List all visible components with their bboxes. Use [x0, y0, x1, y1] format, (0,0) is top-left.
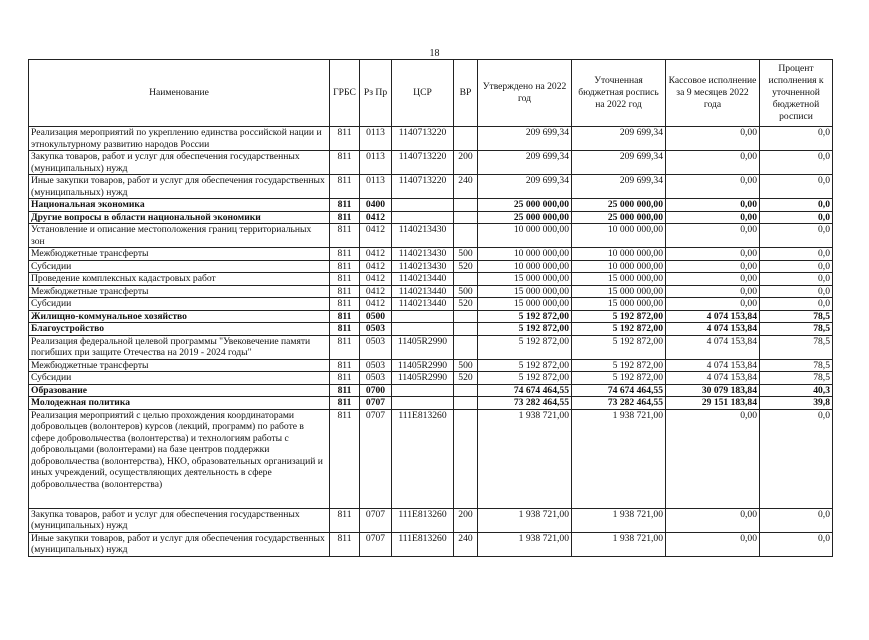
column-header-cash: Кассовое исполнение за 9 месяцев 2022 года — [666, 60, 760, 127]
cell-rzpr: 0412 — [360, 260, 392, 273]
cell-vr — [454, 199, 478, 212]
cell-percent: 78,5 — [760, 359, 833, 372]
cell-rzpr: 0503 — [360, 335, 392, 359]
cell-rzpr: 0707 — [360, 508, 392, 532]
cell-percent: 0,0 — [760, 224, 833, 248]
cell-percent: 0,0 — [760, 273, 833, 286]
cell-grbs: 811 — [330, 384, 360, 397]
cell-csr: 1140213440 — [392, 298, 454, 311]
table-row — [29, 310, 833, 323]
cell-percent: 0,0 — [760, 285, 833, 298]
cell-csr: 1140213430 — [392, 248, 454, 261]
cell-grbs: 811 — [330, 175, 360, 199]
cell-percent: 40,3 — [760, 384, 833, 397]
cell-cash: 0,00 — [666, 211, 760, 224]
cell-vr — [454, 323, 478, 336]
cell-vr — [454, 273, 478, 286]
cell-cash: 0,00 — [666, 175, 760, 199]
table-row — [29, 175, 833, 199]
cell-rzpr: 0503 — [360, 323, 392, 336]
cell-grbs: 811 — [330, 310, 360, 323]
column-header-percent: Процент исполнения к уточненной бюджетной росписи — [760, 60, 833, 127]
cell-name: Субсидии — [29, 260, 330, 273]
cell-percent: 0,0 — [760, 211, 833, 224]
cell-rzpr: 0503 — [360, 372, 392, 385]
table-row — [29, 359, 833, 372]
column-header-name: Наименование — [29, 60, 330, 127]
cell-csr — [392, 384, 454, 397]
cell-cash: 0,00 — [666, 508, 760, 532]
cell-name: Молодежная политика — [29, 397, 330, 410]
cell-rzpr: 0707 — [360, 409, 392, 508]
cell-csr: 1140713220 — [392, 151, 454, 175]
table-row — [29, 532, 833, 556]
cell-percent: 78,5 — [760, 323, 833, 336]
cell-csr: 111E813260 — [392, 508, 454, 532]
cell-csr — [392, 397, 454, 410]
cell-vr — [454, 127, 478, 151]
cell-csr: 1140213430 — [392, 224, 454, 248]
cell-cash: 0,00 — [666, 199, 760, 212]
cell-name: Другие вопросы в области национальной экономики — [29, 211, 330, 224]
cell-approved: 1 938 721,00 — [478, 532, 572, 556]
cell-approved: 25 000 000,00 — [478, 199, 572, 212]
cell-refined: 5 192 872,00 — [572, 335, 666, 359]
cell-cash: 4 074 153,84 — [666, 310, 760, 323]
table-row — [29, 260, 833, 273]
cell-rzpr: 0113 — [360, 151, 392, 175]
cell-vr — [454, 310, 478, 323]
cell-percent: 0,0 — [760, 151, 833, 175]
cell-rzpr: 0503 — [360, 359, 392, 372]
cell-rzpr: 0113 — [360, 175, 392, 199]
cell-cash: 0,00 — [666, 248, 760, 261]
cell-vr: 520 — [454, 260, 478, 273]
cell-cash: 4 074 153,84 — [666, 323, 760, 336]
budget-table — [28, 59, 833, 557]
cell-refined: 1 938 721,00 — [572, 532, 666, 556]
table-row — [29, 248, 833, 261]
column-header-grbs: ГРБС — [330, 60, 360, 127]
cell-name: Закупка товаров, работ и услуг для обеспечения государственных (муниципальных) нужд — [29, 151, 330, 175]
cell-percent: 78,5 — [760, 310, 833, 323]
column-header-vr: ВР — [454, 60, 478, 127]
cell-name: Иные закупки товаров, работ и услуг для обеспечения государственных (муниципальных) нужд — [29, 532, 330, 556]
cell-approved: 1 938 721,00 — [478, 508, 572, 532]
cell-approved: 10 000 000,00 — [478, 224, 572, 248]
cell-grbs: 811 — [330, 532, 360, 556]
cell-csr — [392, 323, 454, 336]
cell-name: Субсидии — [29, 372, 330, 385]
cell-csr: 11405R2990 — [392, 335, 454, 359]
cell-refined: 10 000 000,00 — [572, 260, 666, 273]
table-body — [29, 127, 833, 557]
cell-csr: 1140713220 — [392, 175, 454, 199]
cell-vr: 500 — [454, 248, 478, 261]
cell-refined: 209 699,34 — [572, 175, 666, 199]
cell-cash: 4 074 153,84 — [666, 335, 760, 359]
cell-percent: 0,0 — [760, 127, 833, 151]
cell-approved: 209 699,34 — [478, 151, 572, 175]
table-row — [29, 285, 833, 298]
cell-cash: 30 079 183,84 — [666, 384, 760, 397]
cell-csr — [392, 199, 454, 212]
cell-csr: 11405R2990 — [392, 372, 454, 385]
cell-csr — [392, 310, 454, 323]
cell-grbs: 811 — [330, 409, 360, 508]
cell-cash: 0,00 — [666, 285, 760, 298]
cell-approved: 5 192 872,00 — [478, 372, 572, 385]
cell-percent: 0,0 — [760, 199, 833, 212]
table-row — [29, 211, 833, 224]
cell-approved: 5 192 872,00 — [478, 310, 572, 323]
cell-approved: 5 192 872,00 — [478, 359, 572, 372]
cell-name: Межбюджетные трансферты — [29, 285, 330, 298]
table-row — [29, 151, 833, 175]
cell-rzpr: 0412 — [360, 224, 392, 248]
cell-csr: 1140213440 — [392, 273, 454, 286]
cell-rzpr: 0707 — [360, 532, 392, 556]
cell-vr: 240 — [454, 532, 478, 556]
cell-grbs: 811 — [330, 397, 360, 410]
cell-rzpr: 0700 — [360, 384, 392, 397]
cell-cash: 0,00 — [666, 298, 760, 311]
cell-vr: 500 — [454, 285, 478, 298]
cell-grbs: 811 — [330, 224, 360, 248]
cell-cash: 0,00 — [666, 260, 760, 273]
table-row — [29, 273, 833, 286]
cell-name: Закупка товаров, работ и услуг для обеспечения государственных (муниципальных) нужд — [29, 508, 330, 532]
column-header-refined: Уточненная бюджетная роспись на 2022 год — [572, 60, 666, 127]
cell-percent: 0,0 — [760, 260, 833, 273]
table-header-row — [29, 60, 833, 127]
cell-csr: 111E813260 — [392, 409, 454, 508]
cell-vr — [454, 409, 478, 508]
cell-name: Образование — [29, 384, 330, 397]
cell-name: Жилищно-коммунальное хозяйство — [29, 310, 330, 323]
table-row — [29, 127, 833, 151]
cell-percent: 0,0 — [760, 175, 833, 199]
cell-approved: 5 192 872,00 — [478, 323, 572, 336]
cell-grbs: 811 — [330, 372, 360, 385]
cell-refined: 25 000 000,00 — [572, 211, 666, 224]
cell-rzpr: 0400 — [360, 199, 392, 212]
cell-percent: 78,5 — [760, 372, 833, 385]
cell-refined: 74 674 464,55 — [572, 384, 666, 397]
cell-rzpr: 0500 — [360, 310, 392, 323]
cell-vr: 200 — [454, 508, 478, 532]
cell-grbs: 811 — [330, 260, 360, 273]
cell-vr — [454, 335, 478, 359]
cell-name: Субсидии — [29, 298, 330, 311]
cell-grbs: 811 — [330, 335, 360, 359]
table-row — [29, 409, 833, 508]
cell-rzpr: 0412 — [360, 298, 392, 311]
cell-csr: 1140213430 — [392, 260, 454, 273]
cell-grbs: 811 — [330, 273, 360, 286]
cell-vr: 240 — [454, 175, 478, 199]
cell-approved: 73 282 464,55 — [478, 397, 572, 410]
table-row — [29, 508, 833, 532]
cell-refined: 1 938 721,00 — [572, 508, 666, 532]
cell-cash: 4 074 153,84 — [666, 359, 760, 372]
cell-vr — [454, 384, 478, 397]
cell-grbs: 811 — [330, 298, 360, 311]
cell-percent: 78,5 — [760, 335, 833, 359]
cell-approved: 10 000 000,00 — [478, 248, 572, 261]
cell-csr: 1140713220 — [392, 127, 454, 151]
table-row — [29, 397, 833, 410]
cell-rzpr: 0707 — [360, 397, 392, 410]
column-header-approved: Утверждено на 2022 год — [478, 60, 572, 127]
column-header-csr: ЦСР — [392, 60, 454, 127]
cell-percent: 0,0 — [760, 532, 833, 556]
table-row — [29, 323, 833, 336]
cell-refined: 73 282 464,55 — [572, 397, 666, 410]
table-row — [29, 298, 833, 311]
cell-vr: 200 — [454, 151, 478, 175]
cell-grbs: 811 — [330, 248, 360, 261]
cell-name: Реализация мероприятий по укреплению единства российской нации и этнокультурному развитию народов России — [29, 127, 330, 151]
cell-name: Иные закупки товаров, работ и услуг для обеспечения государственных (муниципальных) нужд — [29, 175, 330, 199]
cell-approved: 25 000 000,00 — [478, 211, 572, 224]
cell-refined: 5 192 872,00 — [572, 323, 666, 336]
cell-grbs: 811 — [330, 151, 360, 175]
cell-percent: 39,8 — [760, 397, 833, 410]
cell-refined: 1 938 721,00 — [572, 409, 666, 508]
cell-grbs: 811 — [330, 285, 360, 298]
cell-cash: 0,00 — [666, 127, 760, 151]
table-row — [29, 199, 833, 212]
cell-grbs: 811 — [330, 508, 360, 532]
table-row — [29, 335, 833, 359]
cell-refined: 209 699,34 — [572, 127, 666, 151]
cell-rzpr: 0412 — [360, 248, 392, 261]
table-row — [29, 384, 833, 397]
cell-name: Межбюджетные трансферты — [29, 248, 330, 261]
cell-refined: 15 000 000,00 — [572, 273, 666, 286]
table-row — [29, 224, 833, 248]
cell-name: Установление и описание местоположения границ территориальных зон — [29, 224, 330, 248]
cell-approved: 209 699,34 — [478, 127, 572, 151]
cell-cash: 0,00 — [666, 273, 760, 286]
cell-refined: 5 192 872,00 — [572, 359, 666, 372]
cell-grbs: 811 — [330, 127, 360, 151]
column-header-rzpr: Рз Пр — [360, 60, 392, 127]
cell-rzpr: 0412 — [360, 211, 392, 224]
cell-rzpr: 0412 — [360, 273, 392, 286]
cell-percent: 0,0 — [760, 409, 833, 508]
cell-approved: 15 000 000,00 — [478, 285, 572, 298]
cell-approved: 74 674 464,55 — [478, 384, 572, 397]
cell-name: Благоустройство — [29, 323, 330, 336]
cell-name: Реализация мероприятий с целью прохождения координаторами добровольцев (волонтеров) курсов (лекций, программ) по работе в сфере добровольчества (волонтерства) и технологиям работы с добровольцами (волонтерами) на базе центров поддержки добровольчества (волонтерства), НКО, образовательных организаций и иных учреждений, осуществляющих деятельность в сфере добровольчества (волонтерства) — [29, 409, 330, 508]
cell-percent: 0,0 — [760, 248, 833, 261]
cell-vr — [454, 397, 478, 410]
cell-cash: 29 151 183,84 — [666, 397, 760, 410]
cell-approved: 5 192 872,00 — [478, 335, 572, 359]
cell-cash: 0,00 — [666, 224, 760, 248]
table-row — [29, 372, 833, 385]
cell-grbs: 811 — [330, 323, 360, 336]
cell-csr: 111E813260 — [392, 532, 454, 556]
cell-approved: 15 000 000,00 — [478, 298, 572, 311]
cell-percent: 0,0 — [760, 298, 833, 311]
cell-cash: 0,00 — [666, 151, 760, 175]
cell-refined: 10 000 000,00 — [572, 248, 666, 261]
cell-approved: 209 699,34 — [478, 175, 572, 199]
cell-approved: 15 000 000,00 — [478, 273, 572, 286]
cell-name: Проведение комплексных кадастровых работ — [29, 273, 330, 286]
cell-approved: 10 000 000,00 — [478, 260, 572, 273]
cell-grbs: 811 — [330, 359, 360, 372]
cell-vr: 520 — [454, 298, 478, 311]
cell-approved: 1 938 721,00 — [478, 409, 572, 508]
cell-csr: 1140213440 — [392, 285, 454, 298]
cell-refined: 10 000 000,00 — [572, 224, 666, 248]
cell-grbs: 811 — [330, 199, 360, 212]
cell-cash: 0,00 — [666, 532, 760, 556]
cell-grbs: 811 — [330, 211, 360, 224]
cell-csr: 11405R2990 — [392, 359, 454, 372]
cell-cash: 4 074 153,84 — [666, 372, 760, 385]
cell-name: Межбюджетные трансферты — [29, 359, 330, 372]
cell-rzpr: 0113 — [360, 127, 392, 151]
cell-refined: 5 192 872,00 — [572, 372, 666, 385]
cell-refined: 15 000 000,00 — [572, 285, 666, 298]
cell-refined: 5 192 872,00 — [572, 310, 666, 323]
cell-csr — [392, 211, 454, 224]
cell-rzpr: 0412 — [360, 285, 392, 298]
cell-refined: 25 000 000,00 — [572, 199, 666, 212]
cell-refined: 209 699,34 — [572, 151, 666, 175]
cell-vr: 520 — [454, 372, 478, 385]
cell-vr — [454, 224, 478, 248]
cell-vr: 500 — [454, 359, 478, 372]
page-number: 18 — [429, 48, 440, 59]
cell-name: Реализация федеральной целевой программы "Увековечение памяти погибших при защите Отечества на 2019 - 2024 годы" — [29, 335, 330, 359]
cell-vr — [454, 211, 478, 224]
cell-name: Национальная экономика — [29, 199, 330, 212]
cell-percent: 0,0 — [760, 508, 833, 532]
cell-cash: 0,00 — [666, 409, 760, 508]
cell-refined: 15 000 000,00 — [572, 298, 666, 311]
